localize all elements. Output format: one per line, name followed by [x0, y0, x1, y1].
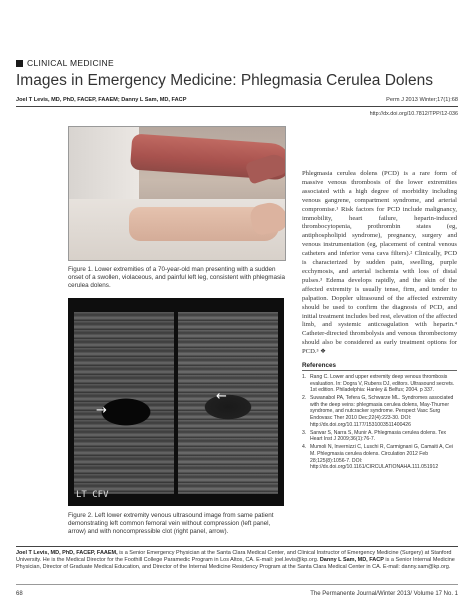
header-divider [16, 106, 458, 107]
page-number: 68 [16, 591, 23, 597]
references-divider [302, 370, 457, 371]
bio-name-2: Danny L Sam, MD, FACP [319, 557, 384, 564]
ultrasound-left-panel [74, 312, 174, 494]
journal-footer: The Permanente Journal/Winter 2013/ Volume 17 No. 1 [310, 591, 458, 597]
figure-1-photo [68, 126, 286, 261]
bio-text-1: is a Senior Emergency Physician at the Santa Clara Medical Center, and Clinical Instructor of Emergency Medicine (Surgery) at Stanford University. He is the Medical Director for the Foothill College Paramedic Program in Los Altos, CA. E-mail: joel.levis@kp.org. [16, 550, 452, 564]
author-line: Joel T Levis, MD, PhD, FACEP, FAAEM; Danny L Sam, MD, FACP [16, 97, 187, 103]
reference-item: 4. Mumoli N, Invernizzi C, Luschi R, Carmignani G, Camaiti A, Cei M. Phlegmasia cerulea dolens. Circulation 2012 Feb 28;125(8):1056-7. DOI: http://dx.doi.org/10.1161/CIRCULATIONAHA.111.051912 [302, 444, 453, 471]
body-paragraph: Phlegmasia cerulea dolens (PCD) is a rare form of massive venous thrombosis of the lower extremities associated with a high degree of morbidity including venous gangrene, compartment syndrome, and arterial compromise.¹ Risk factors for PCD include malignancy, immobility, heart failure, heparin-induced thrombocytopenia, prothrombin states (eg, antiphospholipid syndrome), pregnancy, surgery and venous instrumentation (eg, placement of central venous catheters and inferior vena cava filters).² Clinically, PCD is characterized by sudden pain, swelling, purple ecchymosis, and arterial ischemia with loss of distal pulses.³ Edema develops rapidly, and the skin of the affected extremity is usually tense, firm, and tender to palpation. Doppler ultrasound of the affected extremity should be used to confirm the diagnosis of PCD, and initial treatment includes bed rest, elevation of the affected limb, and systemic anticoagulation with heparin.⁴ Catheter-directed thrombolysis and venous thrombectomy should also be considered as early treatment options for PCD.³ ❖ [302, 170, 457, 356]
reference-item: 2. Suwanabol PA, Tefera G, Schwarze ML. Syndromes associated with the deep veins: phlegmasia cerulea dolens, May-Thurner syndrome, and nutcracker syndrome. Perspect Vasc Surg Endovasc Ther 2010 Dec;22(4):223-30. DOI: http://dx.doi.org/10.1177/1531003511400426 [302, 395, 454, 428]
figure-2-ultrasound [68, 298, 284, 506]
figure-1-caption: Figure 1. Lower extremities of a 70-year-old man presenting with a sudden onset of a swollen, violaceous, and painful left leg, consistent with phlegmasia cerulea dolens. [68, 266, 286, 289]
figure-2-caption: Figure 2. Left lower extremity venous ultrasound image from same patient demonstrating left common femoral vein without compression (left panel, arrow) and with noncompressible clot (right panel, arrow). [68, 512, 274, 535]
reference-item: 1. Rang C. Lower and upper extremity deep venous thrombosis evaluation. In: Dogra V, Rubens DJ, editors. Ultrasound secrets. 1st edition. Philadelphia: Hanley & Belfus; 2004. p 337. [302, 374, 455, 394]
bio-text-2: is a Senior Internal Medicine Physician, Director of Graduate Medical Education, and Director of the Internal Medicine Residency Program at the Santa Clara Medical Center in CA. E-mail: danny.sam@kp.org. [16, 557, 455, 571]
article-title: Images in Emergency Medicine: Phlegmasia Cerulea Dolens [16, 72, 433, 89]
ultrasound-label: LT CFV [76, 490, 109, 500]
author-bios [16, 550, 458, 572]
page-footer-divider [16, 584, 458, 585]
references-heading: References [302, 362, 336, 369]
references-list [302, 374, 458, 472]
arrow-left-pointing-icon: ← [216, 389, 227, 404]
footer-divider [16, 546, 458, 547]
citation: Perm J 2013 Winter;17(1):68 [386, 97, 458, 103]
section-marker-square [16, 60, 23, 67]
section-label: CLINICAL MEDICINE [27, 58, 114, 68]
arrow-left-icon: → [96, 403, 107, 418]
reference-item: 3. Sarwar S, Narra S, Munir A. Phlegmasia cerulea dolens. Tex Heart Inst J 2009;36(1):76-7. [302, 429, 447, 443]
ultrasound-right-panel [178, 312, 278, 494]
doi-link[interactable]: http://dx.doi.org/10.7812/TPP/12-036 [369, 111, 458, 117]
bio-name-1: Joel T Levis, MD, PhD, FACEP, FAAEM, [16, 550, 118, 556]
